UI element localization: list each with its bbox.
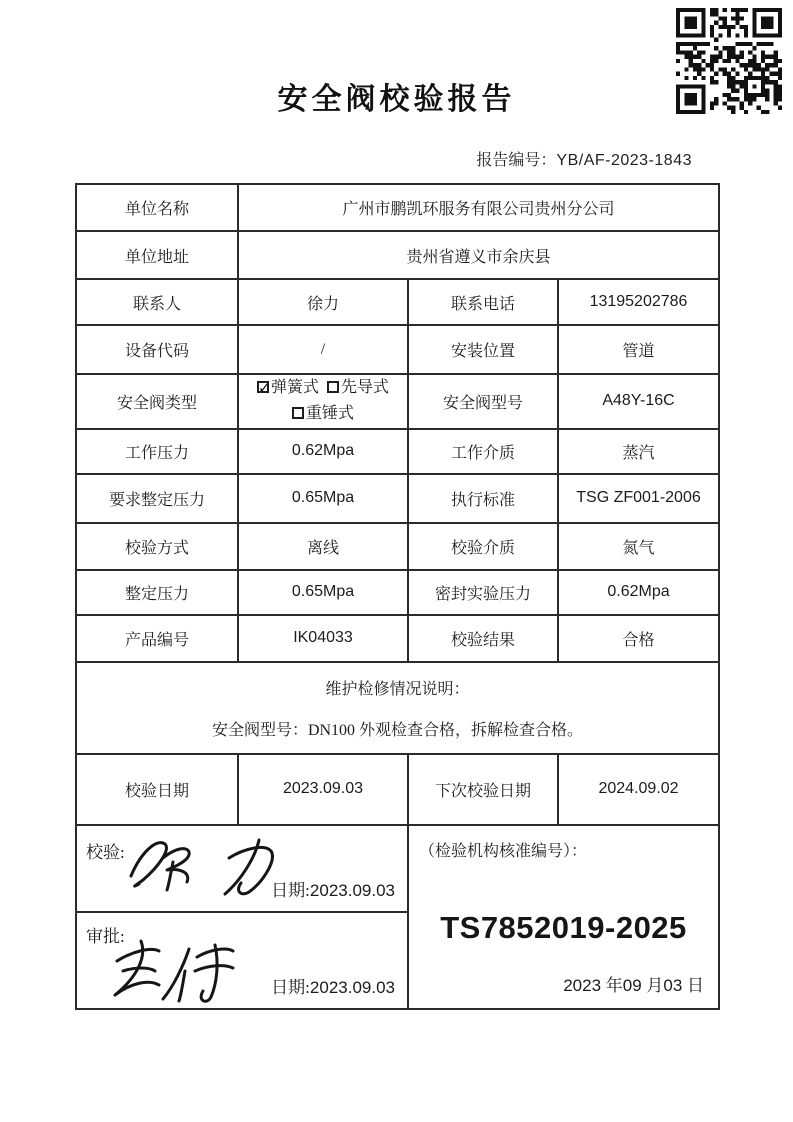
table-row [76, 825, 719, 912]
table-row [76, 570, 719, 615]
required-set-pressure-label: 要求整定压力 [76, 474, 238, 523]
checkbox-unchecked-icon [327, 381, 339, 393]
calibration-method-value: 离线 [238, 523, 408, 570]
report-number-value: YB/AF-2023-1843 [556, 152, 692, 169]
calibration-method-label: 校验方式 [76, 523, 238, 570]
next-calibration-date-label: 下次校验日期 [408, 754, 558, 825]
org-code-value: TS7852019-2025 [440, 909, 687, 945]
report-table [75, 183, 720, 1010]
set-pressure-label: 整定压力 [76, 570, 238, 615]
valve-model-value: A48Y-16C [558, 374, 719, 429]
maintenance-title: 维护检修情况说明： [325, 680, 470, 698]
valve-type-option: 先导式 [327, 379, 389, 396]
verifier-date: 日期:2023.09.03 [271, 880, 395, 900]
table-row [76, 523, 719, 570]
verifier-signature-cell [76, 825, 408, 912]
work-pressure-value: 0.62Mpa [238, 429, 408, 474]
maintenance-cell [76, 662, 719, 754]
standard-label: 执行标准 [408, 474, 558, 523]
valve-model-label: 安全阀型号 [408, 374, 558, 429]
phone-value: 13195202786 [558, 279, 719, 325]
table-row [76, 662, 719, 754]
valve-type-options [238, 374, 408, 429]
work-pressure-label: 工作压力 [76, 429, 238, 474]
approver-signature-cell [76, 912, 408, 1009]
standard-value: TSG ZF001-2006 [558, 474, 719, 523]
approver-label: 审批: [86, 926, 125, 946]
qr-code [676, 8, 782, 114]
set-pressure-value: 0.65Mpa [238, 570, 408, 615]
table-row [76, 474, 719, 523]
unit-address-label: 单位地址 [76, 231, 238, 279]
install-position-value: 管道 [558, 325, 719, 374]
install-position-label: 安装位置 [408, 325, 558, 374]
valve-type-option: 重锤式 [292, 405, 354, 422]
phone-label: 联系电话 [408, 279, 558, 325]
report-number-line [0, 147, 692, 170]
approver-date: 日期:2023.09.03 [271, 977, 395, 997]
table-row [76, 374, 719, 429]
contact-label: 联系人 [76, 279, 238, 325]
product-number-value: IK04033 [238, 615, 408, 662]
seal-test-pressure-label: 密封实验压力 [408, 570, 558, 615]
valve-type-option: ✓弹簧式 [257, 379, 319, 396]
verifier-label: 校验: [86, 842, 125, 862]
table-row [76, 231, 719, 279]
device-code-label: 设备代码 [76, 325, 238, 374]
approval-number-cell [408, 825, 719, 1009]
unit-address-value: 贵州省遵义市余庆县 [238, 231, 719, 279]
checkbox-unchecked-icon [292, 407, 304, 419]
required-set-pressure-value: 0.65Mpa [238, 474, 408, 523]
table-row [76, 429, 719, 474]
device-code-value: / [238, 325, 408, 374]
calibration-date-value: 2023.09.03 [238, 754, 408, 825]
work-medium-value: 蒸汽 [558, 429, 719, 474]
result-label: 校验结果 [408, 615, 558, 662]
unit-name-value: 广州市鹏凯环服务有限公司贵州分公司 [238, 184, 719, 231]
next-calibration-date-value: 2024.09.02 [558, 754, 719, 825]
org-code-label: （检验机构核准编号）： [419, 842, 588, 860]
table-row [76, 184, 719, 231]
report-number-label: 报告编号： [476, 152, 557, 169]
calibration-date-label: 校验日期 [76, 754, 238, 825]
table-row [76, 754, 719, 825]
contact-value: 徐力 [238, 279, 408, 325]
valve-type-label: 安全阀类型 [76, 374, 238, 429]
maintenance-note: 安全阀型号：DN100 外观检查合格，拆解检查合格。 [211, 721, 584, 739]
approval-date: 2023 年09 月03 日 [563, 975, 705, 995]
table-row [76, 615, 719, 662]
checkbox-checked-icon [257, 381, 269, 393]
product-number-label: 产品编号 [76, 615, 238, 662]
page-title: 安全阀校验报告 [277, 83, 516, 116]
table-row [76, 279, 719, 325]
approver-signature [93, 931, 293, 1007]
calibration-medium-label: 校验介质 [408, 523, 558, 570]
work-medium-label: 工作介质 [408, 429, 558, 474]
seal-test-pressure-value: 0.62Mpa [558, 570, 719, 615]
result-value: 合格 [558, 615, 719, 662]
table-row [76, 325, 719, 374]
calibration-medium-value: 氮气 [558, 523, 719, 570]
unit-name-label: 单位名称 [76, 184, 238, 231]
